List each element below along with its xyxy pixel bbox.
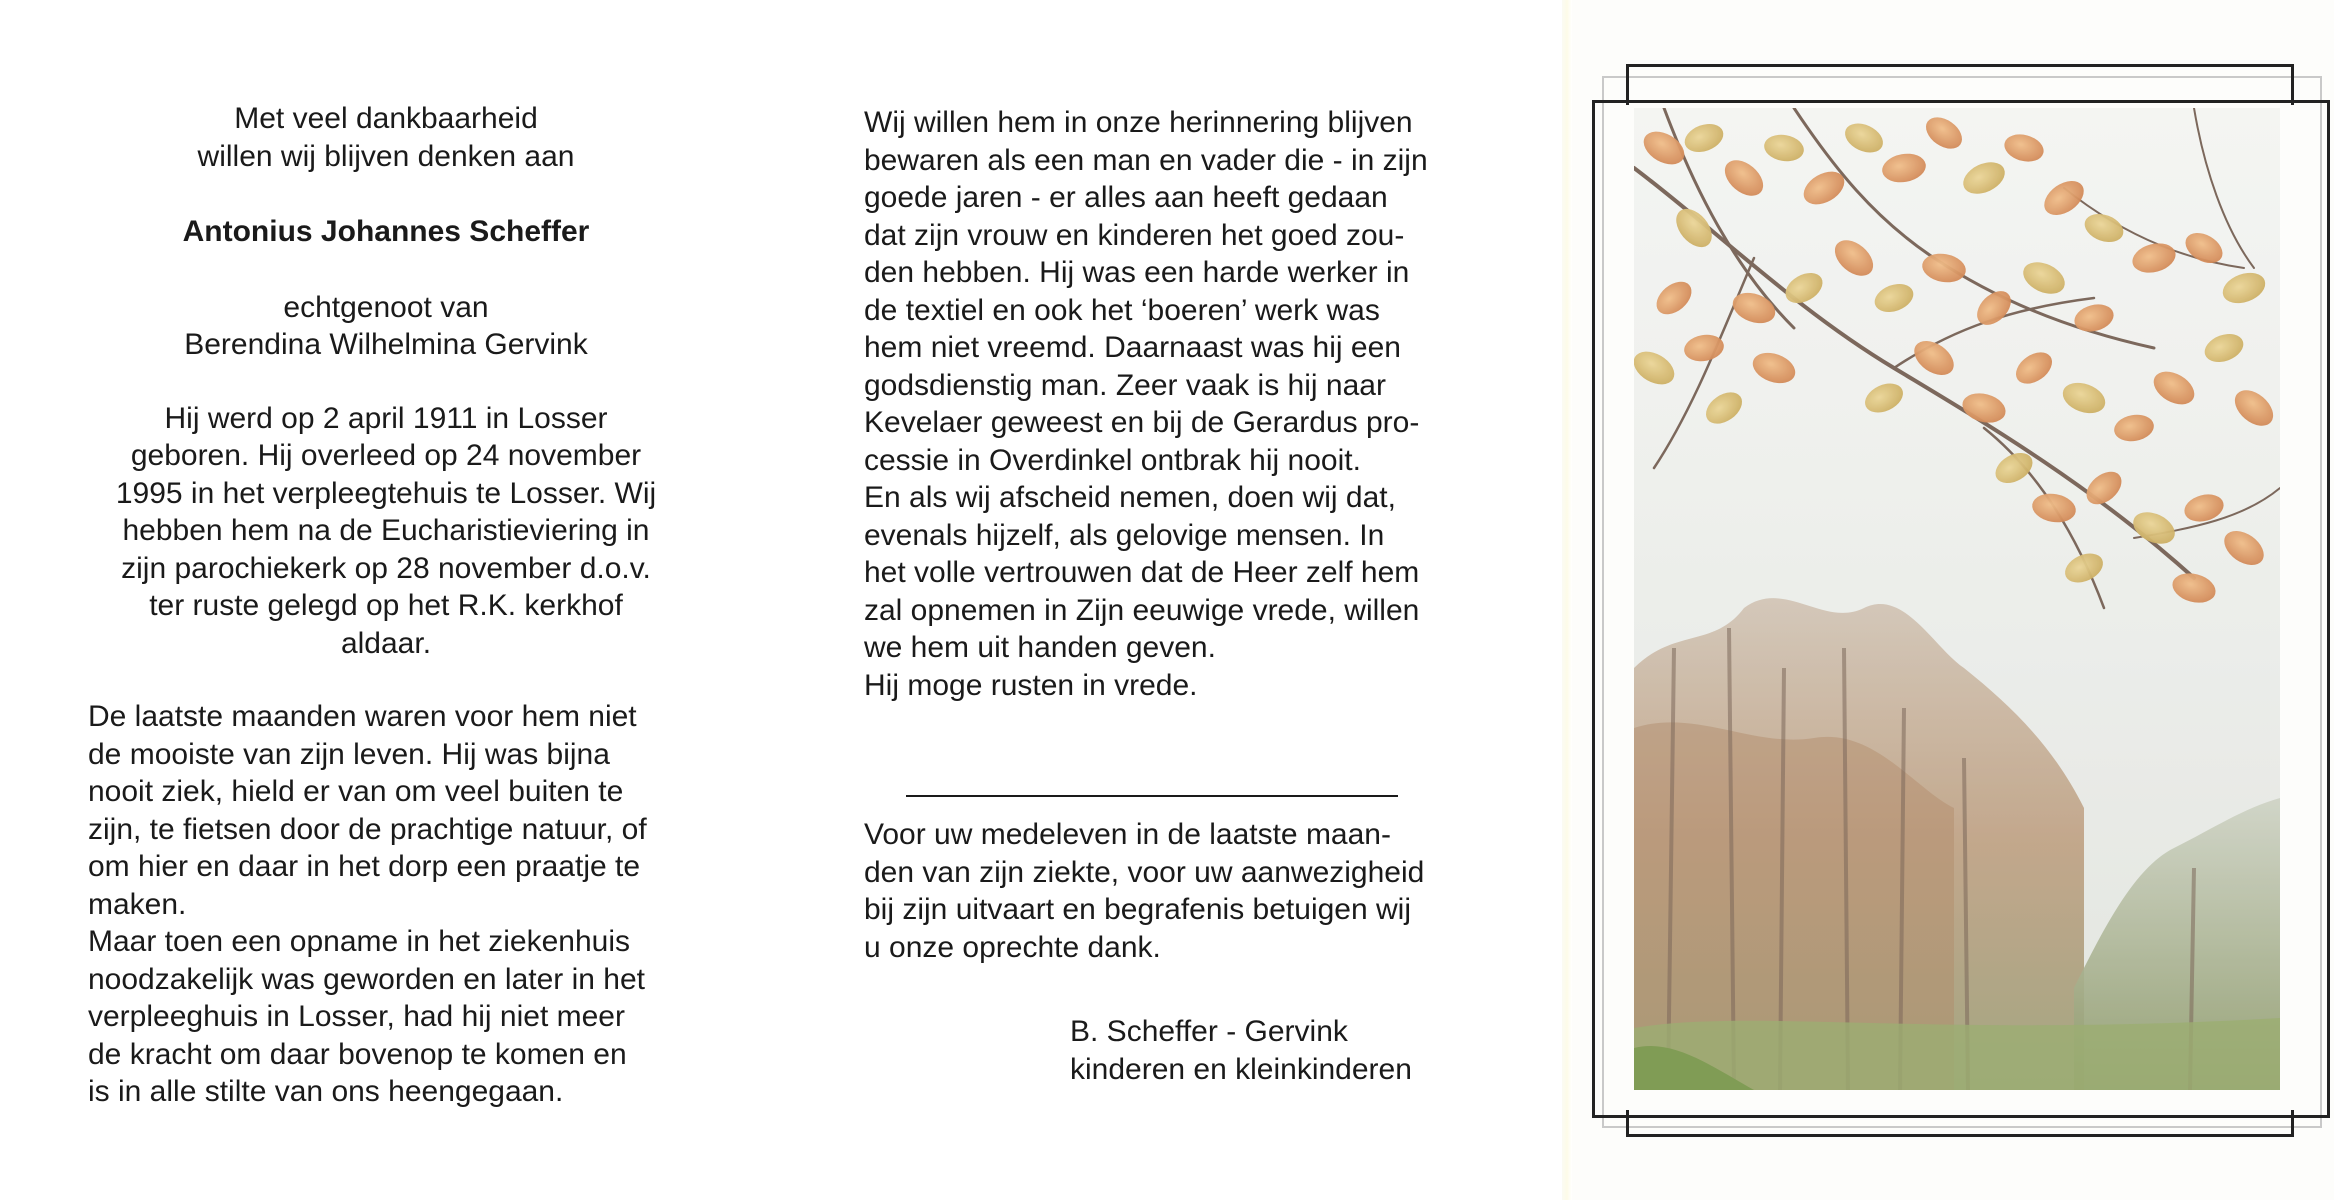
memory-line: cessie in Overdinkel ontbrak hij nooit. [864, 443, 1361, 477]
story-line: maken. [88, 887, 187, 921]
deceased-name: Antonius Johannes Scheffer [182, 215, 590, 248]
middle-column [864, 104, 1462, 704]
autumn-trees-image [1634, 108, 2280, 1090]
memory-line: Hij moge rusten in vrede. [864, 668, 1198, 702]
story-line: verpleeghuis in Losser, had hij niet meer [88, 1000, 625, 1033]
story-line: noodzakelijk was geworden en later in het [88, 962, 646, 996]
memory-line: evenals hijzelf, als gelovige mensen. In [864, 518, 1385, 552]
thanks-paragraph [864, 816, 1462, 966]
memory-line: het volle vertrouwen dat de Heer zelf hem [864, 556, 1420, 589]
thanks-line: u onze oprechte dank. [864, 930, 1161, 964]
memory-line: goede jaren - er alles aan heeft gedaan [864, 181, 1388, 214]
bio-paragraph [88, 400, 684, 663]
story-line: Maar toen een opname in het ziekenhuis [88, 925, 631, 958]
autumn-photo [1634, 108, 2280, 1090]
memory-line: de textiel en ook het ‘boeren’ werk was [864, 293, 1380, 327]
memory-line: godsdienstig man. Zeer vaak is hij naar [864, 368, 1386, 402]
signature-line-1: B. Scheffer - Gervink [1070, 1015, 1348, 1048]
intro-line-2: willen wij blijven denken aan [197, 139, 575, 173]
bio-line: geboren. Hij overleed op 24 november [130, 439, 642, 472]
memory-line: hem niet vreemd. Daarnaast was hij een [864, 331, 1401, 364]
signature [1070, 1013, 1450, 1088]
memory-line: dat zijn vrouw en kinderen het goed zou- [864, 218, 1405, 252]
bio-line: ter ruste gelegd op het R.K. kerkhof [149, 589, 623, 622]
thanks-line: bij zijn uitvaart en begrafenis betuigen wij [864, 893, 1411, 926]
bio-line: aldaar. [340, 626, 432, 660]
photo-frame-top [1626, 64, 2294, 105]
thanks-line: den van zijn ziekte, voor uw aanwezigheid [864, 855, 1425, 889]
story-line: om hier en daar in het dorp een praatje te [88, 850, 641, 883]
story-paragraph [88, 698, 684, 1111]
story-line: de mooiste van zijn leven. Hij was bijna [88, 737, 610, 771]
memory-line: we hem uit handen geven. [864, 631, 1216, 664]
intro-line-1: Met veel dankbaarheid [234, 102, 538, 135]
divider-line [906, 795, 1398, 797]
left-column [88, 100, 684, 1111]
memory-line: Kevelaer geweest en bij de Gerardus pro- [864, 406, 1420, 439]
bio-line: Hij werd op 2 april 1911 in Losser [164, 401, 608, 435]
story-line: nooit ziek, hield er van om veel buiten te [88, 775, 624, 808]
story-line: zijn, te fietsen door de prachtige natuur, of [88, 812, 647, 846]
bio-line: 1995 in het verpleegtehuis te Losser. Wij [115, 476, 657, 510]
memory-paragraph [864, 104, 1462, 704]
story-line: De laatste maanden waren voor hem niet [88, 700, 637, 733]
spouse-line-2: Berendina Wilhelmina Gervink [184, 328, 588, 361]
memory-line: zal opnemen in Zijn eeuwige vrede, willen [864, 593, 1420, 627]
thanks-line: Voor uw medeleven in de laatste maan- [864, 818, 1391, 851]
story-line: is in alle stilte van ons heengegaan. [88, 1075, 564, 1108]
memory-line: En als wij afscheid nemen, doen wij dat, [864, 481, 1396, 514]
memory-line: bewaren als een man en vader die - in zijn [864, 143, 1428, 177]
story-line: de kracht om daar bovenop te komen en [88, 1037, 627, 1071]
bio-line: hebben hem na de Eucharistieviering in [122, 514, 650, 547]
card-fold [1562, 0, 1572, 1200]
memory-line: Wij willen hem in onze herinnering blijven [864, 106, 1413, 139]
bio-line: zijn parochiekerk op 28 november d.o.v. [121, 551, 651, 585]
spouse-line-1: echtgenoot van [283, 290, 489, 324]
photo-frame-bottom [1626, 1110, 2294, 1137]
memory-line: den hebben. Hij was een harde werker in [864, 256, 1410, 289]
signature-line-2: kinderen en kleinkinderen [1070, 1052, 1412, 1086]
